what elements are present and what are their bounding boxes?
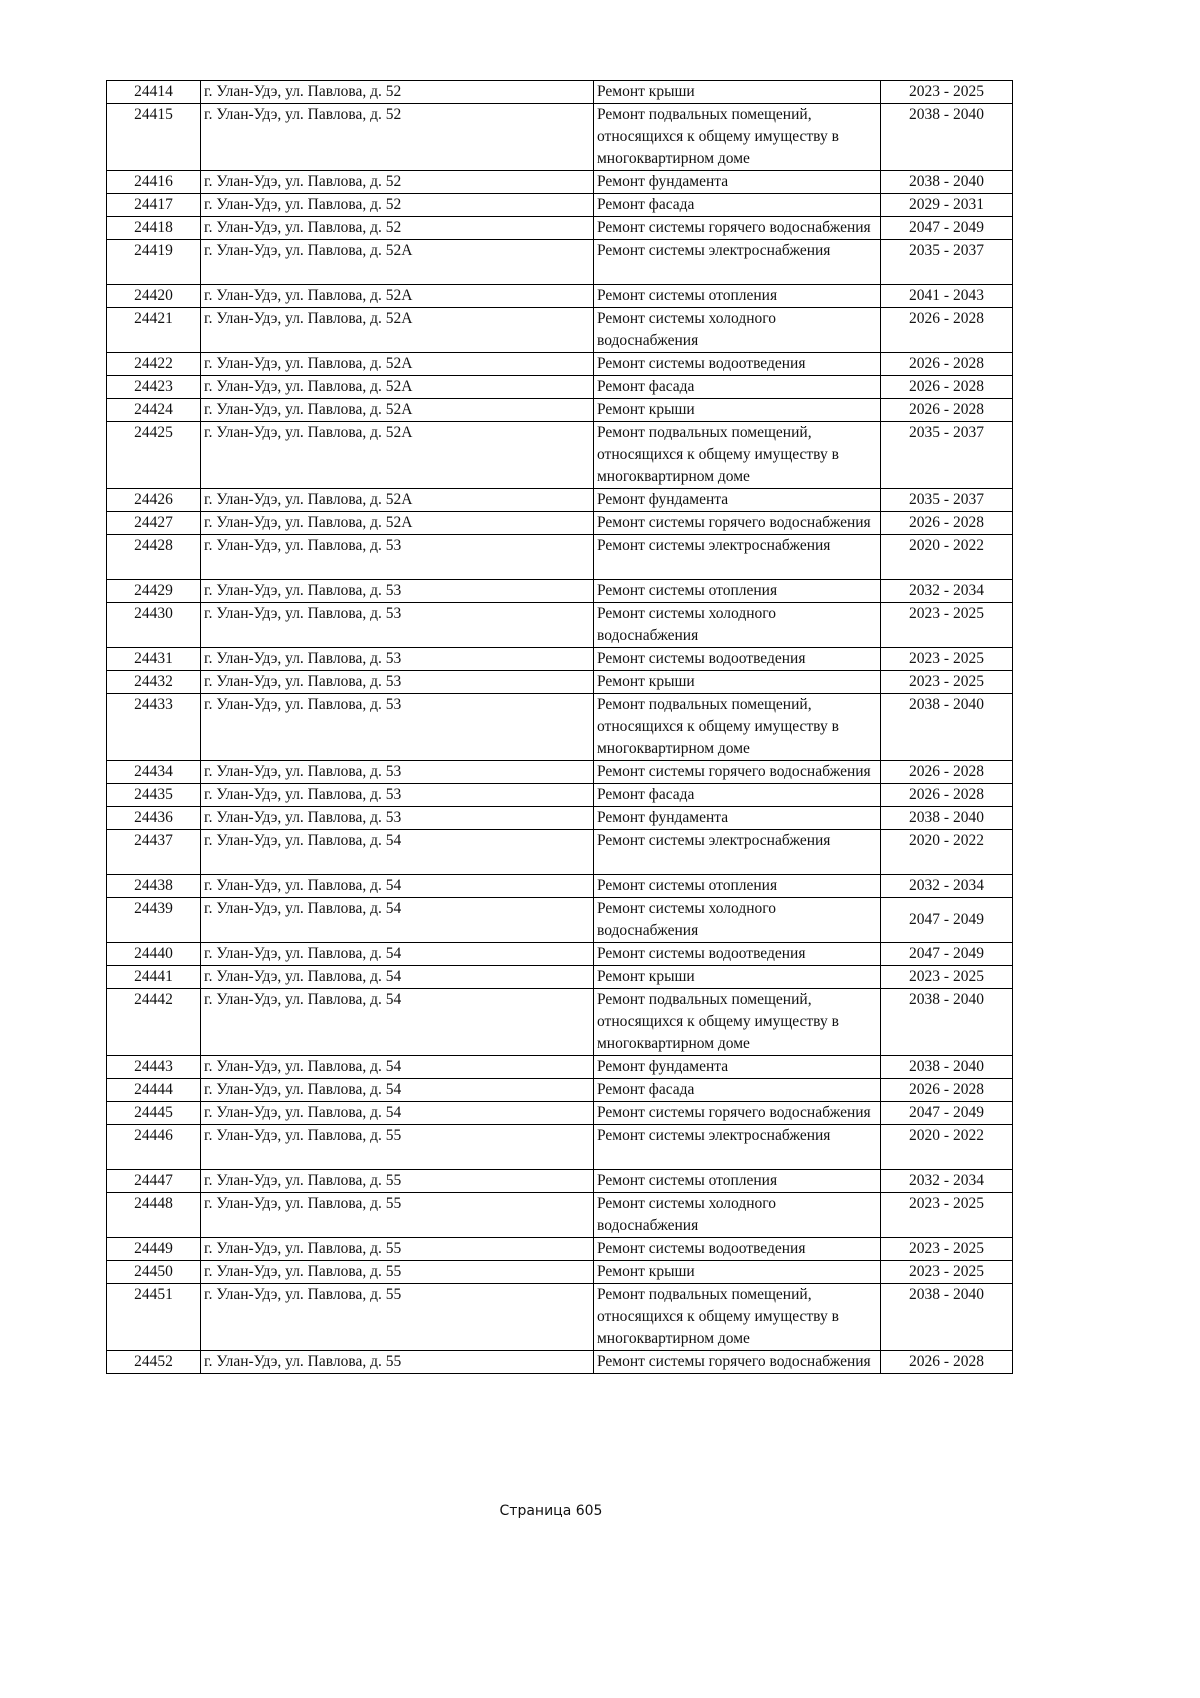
cell-record-id: 24428 — [107, 535, 201, 580]
cell-work-type: Ремонт системы электроснабжения — [594, 1125, 881, 1170]
table-row — [107, 171, 1013, 194]
cell-record-id: 24418 — [107, 217, 201, 240]
cell-address: г. Улан-Удэ, ул. Павлова, д. 52А — [201, 376, 594, 399]
table-row — [107, 512, 1013, 535]
cell-address: г. Улан-Удэ, ул. Павлова, д. 53 — [201, 535, 594, 580]
cell-period: 2038 - 2040 — [881, 694, 1013, 761]
cell-work-type: Ремонт системы холодного водоснабжения — [594, 308, 881, 353]
cell-period: 2026 - 2028 — [881, 399, 1013, 422]
cell-address: г. Улан-Удэ, ул. Павлова, д. 54 — [201, 943, 594, 966]
cell-period: 2026 - 2028 — [881, 512, 1013, 535]
table-row — [107, 376, 1013, 399]
table-row — [107, 966, 1013, 989]
table-row — [107, 1193, 1013, 1238]
cell-work-type: Ремонт системы горячего водоснабжения — [594, 1351, 881, 1374]
table-row — [107, 1261, 1013, 1284]
cell-work-type: Ремонт системы горячего водоснабжения — [594, 1102, 881, 1125]
cell-work-type: Ремонт системы холодного водоснабжения — [594, 898, 881, 943]
cell-period: 2023 - 2025 — [881, 966, 1013, 989]
table-row — [107, 898, 1013, 943]
cell-work-type: Ремонт системы горячего водоснабжения — [594, 512, 881, 535]
cell-address: г. Улан-Удэ, ул. Павлова, д. 52А — [201, 240, 594, 285]
cell-work-type: Ремонт фундамента — [594, 171, 881, 194]
cell-period: 2038 - 2040 — [881, 807, 1013, 830]
table-row — [107, 308, 1013, 353]
cell-address: г. Улан-Удэ, ул. Павлова, д. 53 — [201, 694, 594, 761]
table-row — [107, 603, 1013, 648]
cell-period: 2047 - 2049 — [881, 1102, 1013, 1125]
cell-record-id: 24444 — [107, 1079, 201, 1102]
cell-work-type: Ремонт системы отопления — [594, 1170, 881, 1193]
cell-period: 2023 - 2025 — [881, 81, 1013, 104]
cell-record-id: 24429 — [107, 580, 201, 603]
cell-address: г. Улан-Удэ, ул. Павлова, д. 52А — [201, 308, 594, 353]
cell-work-type: Ремонт фундамента — [594, 807, 881, 830]
cell-address: г. Улан-Удэ, ул. Павлова, д. 52 — [201, 171, 594, 194]
cell-record-id: 24445 — [107, 1102, 201, 1125]
cell-address: г. Улан-Удэ, ул. Павлова, д. 54 — [201, 966, 594, 989]
table-row — [107, 1125, 1013, 1170]
cell-period: 2023 - 2025 — [881, 671, 1013, 694]
cell-address: г. Улан-Удэ, ул. Павлова, д. 54 — [201, 830, 594, 875]
cell-period: 2020 - 2022 — [881, 535, 1013, 580]
cell-work-type: Ремонт фасада — [594, 194, 881, 217]
cell-address: г. Улан-Удэ, ул. Павлова, д. 52 — [201, 194, 594, 217]
cell-period: 2026 - 2028 — [881, 784, 1013, 807]
cell-period: 2023 - 2025 — [881, 1238, 1013, 1261]
table-row — [107, 1284, 1013, 1351]
table-row — [107, 399, 1013, 422]
table-row — [107, 671, 1013, 694]
cell-address: г. Улан-Удэ, ул. Павлова, д. 55 — [201, 1351, 594, 1374]
cell-address: г. Улан-Удэ, ул. Павлова, д. 54 — [201, 989, 594, 1056]
cell-work-type: Ремонт крыши — [594, 81, 881, 104]
table-row — [107, 807, 1013, 830]
cell-period: 2038 - 2040 — [881, 104, 1013, 171]
cell-period: 2023 - 2025 — [881, 1193, 1013, 1238]
cell-period: 2035 - 2037 — [881, 240, 1013, 285]
cell-address: г. Улан-Удэ, ул. Павлова, д. 55 — [201, 1284, 594, 1351]
cell-work-type: Ремонт системы холодного водоснабжения — [594, 1193, 881, 1238]
cell-work-type: Ремонт крыши — [594, 966, 881, 989]
table-row — [107, 104, 1013, 171]
cell-address: г. Улан-Удэ, ул. Павлова, д. 53 — [201, 671, 594, 694]
cell-record-id: 24449 — [107, 1238, 201, 1261]
cell-period: 2026 - 2028 — [881, 1079, 1013, 1102]
cell-period: 2032 - 2034 — [881, 875, 1013, 898]
cell-period: 2026 - 2028 — [881, 1351, 1013, 1374]
cell-record-id: 24421 — [107, 308, 201, 353]
cell-record-id: 24451 — [107, 1284, 201, 1351]
cell-record-id: 24414 — [107, 81, 201, 104]
cell-period: 2026 - 2028 — [881, 353, 1013, 376]
cell-address: г. Улан-Удэ, ул. Павлова, д. 53 — [201, 580, 594, 603]
cell-period: 2047 - 2049 — [881, 898, 1013, 943]
cell-work-type: Ремонт фундамента — [594, 1056, 881, 1079]
cell-work-type: Ремонт фасада — [594, 376, 881, 399]
cell-address: г. Улан-Удэ, ул. Павлова, д. 52А — [201, 399, 594, 422]
cell-record-id: 24436 — [107, 807, 201, 830]
cell-record-id: 24419 — [107, 240, 201, 285]
cell-record-id: 24417 — [107, 194, 201, 217]
cell-period: 2038 - 2040 — [881, 1284, 1013, 1351]
cell-record-id: 24431 — [107, 648, 201, 671]
cell-period: 2032 - 2034 — [881, 1170, 1013, 1193]
cell-work-type: Ремонт подвальных помещений, относящихся к общему имуществу в многоквартирном доме — [594, 104, 881, 171]
cell-period: 2035 - 2037 — [881, 422, 1013, 489]
cell-period: 2038 - 2040 — [881, 171, 1013, 194]
cell-address: г. Улан-Удэ, ул. Павлова, д. 55 — [201, 1238, 594, 1261]
table-row — [107, 694, 1013, 761]
cell-period: 2029 - 2031 — [881, 194, 1013, 217]
cell-record-id: 24441 — [107, 966, 201, 989]
cell-work-type: Ремонт системы электроснабжения — [594, 830, 881, 875]
cell-address: г. Улан-Удэ, ул. Павлова, д. 53 — [201, 807, 594, 830]
cell-address: г. Улан-Удэ, ул. Павлова, д. 52А — [201, 512, 594, 535]
cell-work-type: Ремонт системы отопления — [594, 580, 881, 603]
cell-record-id: 24424 — [107, 399, 201, 422]
cell-period: 2035 - 2037 — [881, 489, 1013, 512]
cell-address: г. Улан-Удэ, ул. Павлова, д. 53 — [201, 648, 594, 671]
table-body — [107, 81, 1013, 1374]
cell-record-id: 24415 — [107, 104, 201, 171]
cell-work-type: Ремонт фасада — [594, 1079, 881, 1102]
cell-work-type: Ремонт крыши — [594, 399, 881, 422]
cell-record-id: 24442 — [107, 989, 201, 1056]
cell-record-id: 24440 — [107, 943, 201, 966]
cell-record-id: 24446 — [107, 1125, 201, 1170]
table-row — [107, 194, 1013, 217]
table-row — [107, 580, 1013, 603]
cell-period: 2023 - 2025 — [881, 648, 1013, 671]
table-row — [107, 648, 1013, 671]
cell-work-type: Ремонт фасада — [594, 784, 881, 807]
page-number: Страница 605 — [499, 1503, 603, 1519]
cell-record-id: 24435 — [107, 784, 201, 807]
cell-record-id: 24433 — [107, 694, 201, 761]
cell-address: г. Улан-Удэ, ул. Павлова, д. 54 — [201, 875, 594, 898]
cell-address: г. Улан-Удэ, ул. Павлова, д. 54 — [201, 898, 594, 943]
cell-work-type: Ремонт подвальных помещений, относящихся к общему имуществу в многоквартирном доме — [594, 1284, 881, 1351]
cell-address: г. Улан-Удэ, ул. Павлова, д. 54 — [201, 1079, 594, 1102]
cell-period: 2047 - 2049 — [881, 217, 1013, 240]
cell-record-id: 24448 — [107, 1193, 201, 1238]
table-row — [107, 1351, 1013, 1374]
cell-address: г. Улан-Удэ, ул. Павлова, д. 53 — [201, 761, 594, 784]
cell-period: 2020 - 2022 — [881, 1125, 1013, 1170]
cell-record-id: 24447 — [107, 1170, 201, 1193]
table-row — [107, 217, 1013, 240]
table-row — [107, 1056, 1013, 1079]
cell-work-type: Ремонт системы холодного водоснабжения — [594, 603, 881, 648]
table-row — [107, 285, 1013, 308]
table-row — [107, 81, 1013, 104]
table-row — [107, 943, 1013, 966]
cell-period: 2038 - 2040 — [881, 1056, 1013, 1079]
table-row — [107, 784, 1013, 807]
cell-address: г. Улан-Удэ, ул. Павлова, д. 55 — [201, 1125, 594, 1170]
cell-address: г. Улан-Удэ, ул. Павлова, д. 52А — [201, 285, 594, 308]
cell-work-type: Ремонт системы водоотведения — [594, 1238, 881, 1261]
cell-record-id: 24422 — [107, 353, 201, 376]
cell-record-id: 24434 — [107, 761, 201, 784]
cell-record-id: 24452 — [107, 1351, 201, 1374]
cell-work-type: Ремонт системы горячего водоснабжения — [594, 761, 881, 784]
cell-address: г. Улан-Удэ, ул. Павлова, д. 52А — [201, 489, 594, 512]
cell-address: г. Улан-Удэ, ул. Павлова, д. 52 — [201, 217, 594, 240]
cell-address: г. Улан-Удэ, ул. Павлова, д. 52А — [201, 422, 594, 489]
table-row — [107, 875, 1013, 898]
cell-record-id: 24437 — [107, 830, 201, 875]
table-row — [107, 761, 1013, 784]
cell-work-type: Ремонт системы горячего водоснабжения — [594, 217, 881, 240]
cell-address: г. Улан-Удэ, ул. Павлова, д. 54 — [201, 1102, 594, 1125]
cell-record-id: 24427 — [107, 512, 201, 535]
cell-work-type: Ремонт подвальных помещений, относящихся к общему имуществу в многоквартирном доме — [594, 694, 881, 761]
cell-record-id: 24450 — [107, 1261, 201, 1284]
cell-work-type: Ремонт системы водоотведения — [594, 353, 881, 376]
cell-period: 2038 - 2040 — [881, 989, 1013, 1056]
table-row — [107, 535, 1013, 580]
table-row — [107, 830, 1013, 875]
cell-work-type: Ремонт подвальных помещений, относящихся к общему имуществу в многоквартирном доме — [594, 422, 881, 489]
table-row — [107, 1170, 1013, 1193]
table-row — [107, 1102, 1013, 1125]
cell-record-id: 24443 — [107, 1056, 201, 1079]
table-row — [107, 989, 1013, 1056]
table-row — [107, 422, 1013, 489]
cell-record-id: 24426 — [107, 489, 201, 512]
cell-work-type: Ремонт системы электроснабжения — [594, 240, 881, 285]
cell-period: 2023 - 2025 — [881, 1261, 1013, 1284]
cell-address: г. Улан-Удэ, ул. Павлова, д. 55 — [201, 1261, 594, 1284]
cell-period: 2047 - 2049 — [881, 943, 1013, 966]
cell-work-type: Ремонт системы водоотведения — [594, 648, 881, 671]
table-row — [107, 240, 1013, 285]
cell-record-id: 24439 — [107, 898, 201, 943]
cell-record-id: 24432 — [107, 671, 201, 694]
cell-work-type: Ремонт системы отопления — [594, 875, 881, 898]
cell-period: 2026 - 2028 — [881, 376, 1013, 399]
repair-schedule-table — [106, 80, 1013, 1374]
cell-work-type: Ремонт фундамента — [594, 489, 881, 512]
cell-record-id: 24420 — [107, 285, 201, 308]
table-row — [107, 1238, 1013, 1261]
cell-work-type: Ремонт подвальных помещений, относящихся к общему имуществу в многоквартирном доме — [594, 989, 881, 1056]
cell-period: 2041 - 2043 — [881, 285, 1013, 308]
cell-period: 2020 - 2022 — [881, 830, 1013, 875]
cell-record-id: 24423 — [107, 376, 201, 399]
cell-work-type: Ремонт системы электроснабжения — [594, 535, 881, 580]
table-row — [107, 353, 1013, 376]
cell-address: г. Улан-Удэ, ул. Павлова, д. 54 — [201, 1056, 594, 1079]
cell-record-id: 24438 — [107, 875, 201, 898]
cell-address: г. Улан-Удэ, ул. Павлова, д. 55 — [201, 1193, 594, 1238]
cell-address: г. Улан-Удэ, ул. Павлова, д. 52А — [201, 353, 594, 376]
cell-address: г. Улан-Удэ, ул. Павлова, д. 55 — [201, 1170, 594, 1193]
table-row — [107, 1079, 1013, 1102]
cell-address: г. Улан-Удэ, ул. Павлова, д. 53 — [201, 603, 594, 648]
cell-record-id: 24430 — [107, 603, 201, 648]
cell-work-type: Ремонт крыши — [594, 671, 881, 694]
cell-record-id: 24416 — [107, 171, 201, 194]
cell-period: 2023 - 2025 — [881, 603, 1013, 648]
cell-work-type: Ремонт крыши — [594, 1261, 881, 1284]
cell-address: г. Улан-Удэ, ул. Павлова, д. 52 — [201, 81, 594, 104]
cell-period: 2026 - 2028 — [881, 308, 1013, 353]
table-row — [107, 489, 1013, 512]
cell-work-type: Ремонт системы отопления — [594, 285, 881, 308]
cell-address: г. Улан-Удэ, ул. Павлова, д. 53 — [201, 784, 594, 807]
cell-period: 2032 - 2034 — [881, 580, 1013, 603]
cell-work-type: Ремонт системы водоотведения — [594, 943, 881, 966]
cell-period: 2026 - 2028 — [881, 761, 1013, 784]
cell-record-id: 24425 — [107, 422, 201, 489]
cell-address: г. Улан-Удэ, ул. Павлова, д. 52 — [201, 104, 594, 171]
